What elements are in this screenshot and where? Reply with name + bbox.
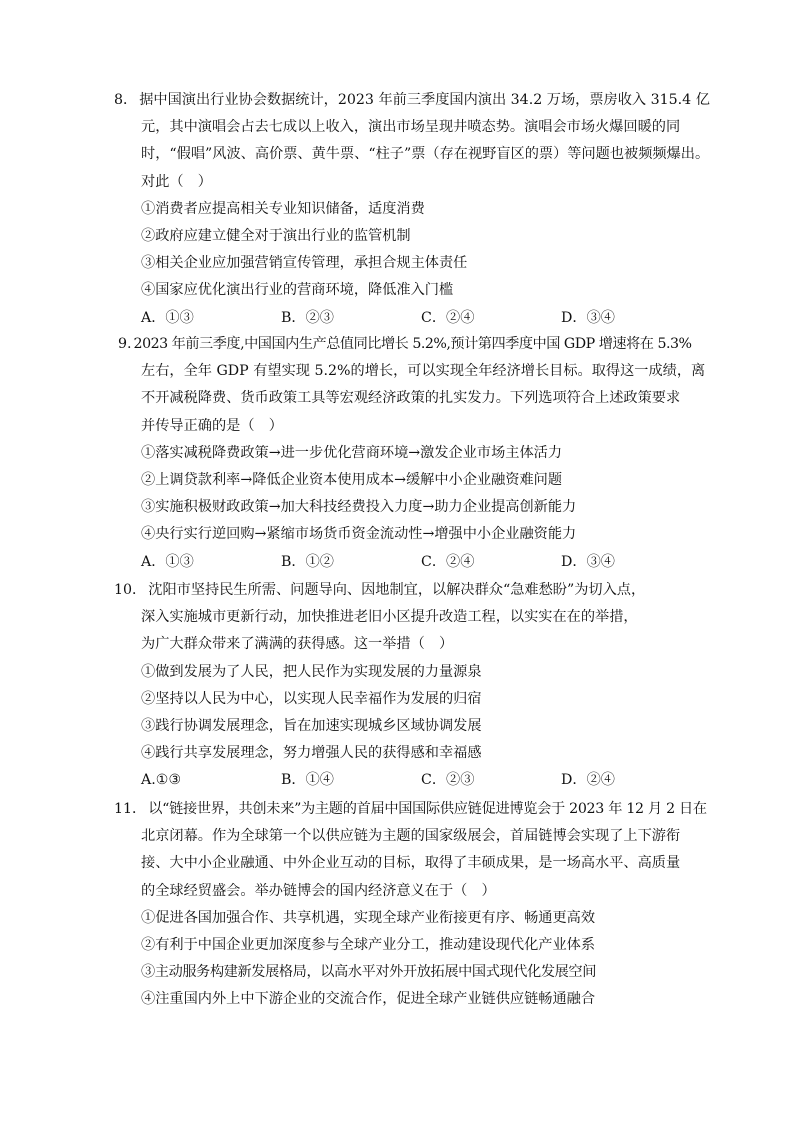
choice-a[interactable]: A．①③ bbox=[141, 553, 194, 570]
stem-line: 接、大中小企业融通、中外企业互动的目标，取得了丰硕成果，是一场高水平、高质量 bbox=[141, 855, 681, 872]
stem-line: 的全球经贸盛会。举办链博会的国内经济意义在于（ ） bbox=[141, 882, 496, 899]
choice-b[interactable]: B．①④ bbox=[281, 772, 334, 789]
option-1: ①消费者应提高相关专业知识储备，适度消费 bbox=[141, 200, 425, 217]
stem-line: 沈阳市坚持民生所需、问题导向、因地制宜，以解决群众“急难愁盼”为切入点， bbox=[148, 582, 646, 598]
choice-d[interactable]: D．②④ bbox=[561, 772, 615, 789]
choice-b[interactable]: B．①② bbox=[281, 553, 334, 570]
stem-continuation bbox=[141, 823, 694, 905]
stem-continuation bbox=[141, 604, 694, 658]
choice-c[interactable]: C．②③ bbox=[421, 772, 475, 789]
question-number: 10． bbox=[114, 582, 147, 598]
question-9 bbox=[114, 331, 706, 576]
option-1: ①做到发展为了人民，把人民作为实现发展的力量源泉 bbox=[141, 663, 482, 680]
choice-a[interactable]: A．①③ bbox=[141, 309, 194, 326]
stem-line: 对此（ ） bbox=[141, 173, 212, 190]
choice-c[interactable]: C．②④ bbox=[421, 553, 475, 570]
option-3: ③主动服务构建新发展格局，以高水平对外开放拓展中国式现代化发展空间 bbox=[141, 964, 596, 981]
stem-line: 不开减税降费、货币政策工具等宏观经济政策的扎实发力。下列选项符合上述政策要求 bbox=[141, 390, 681, 407]
option-4: ④践行共享发展理念，努力增强人民的获得感和幸福感 bbox=[141, 745, 482, 762]
question-8 bbox=[114, 87, 710, 332]
question-stem bbox=[134, 331, 694, 358]
stem-line: 北京闭幕。作为全球第一个以供应链为主题的国家级展会，首届链博会实现了上下游衔 bbox=[141, 828, 681, 845]
stem-continuation bbox=[141, 114, 710, 196]
option-3: ③实施积极财政政策→加大科技经费投入力度→助力企业提高创新能力 bbox=[141, 499, 577, 516]
choice-d[interactable]: D．③④ bbox=[561, 553, 615, 570]
option-4: ④国家应优化演出行业的营商环境，降低准入门槛 bbox=[141, 282, 454, 299]
option-3: ③相关企业应加强营销宣传管理，承担合规主体责任 bbox=[141, 255, 468, 272]
question-number: 9. bbox=[118, 336, 132, 352]
stem-line: 以“链接世界，共创未来”为主题的首届中国国际供应链促进博览会于 2023 年 12 月 2 日在 bbox=[148, 801, 707, 817]
answer-choices bbox=[141, 549, 694, 576]
stem-line: 并传导正确的是（ ） bbox=[141, 417, 283, 434]
stem-line: 2023 年前三季度,中国国内生产总值同比增长 5.2%,预计第四季度中国 GDP 增速将在 5.3% bbox=[133, 336, 692, 352]
answer-choices bbox=[141, 305, 694, 332]
option-3: ③践行协调发展理念，旨在加速实现城乡区域协调发展 bbox=[141, 718, 482, 735]
stem-line: 元，其中演唱会占去七成以上收入，演出市场呈现井喷态势。演唱会市场火爆回暖的同 bbox=[141, 119, 681, 136]
stem-line: 据中国演出行业协会数据统计，2023 年前三季度国内演出 34.2 万场，票房收入 315.4 亿 bbox=[139, 92, 710, 108]
question-10 bbox=[114, 577, 694, 795]
question-stem bbox=[139, 87, 710, 114]
question-11 bbox=[114, 796, 707, 1014]
question-stem bbox=[148, 796, 707, 823]
stem-line: 时，“假唱”风波、高价票、黄牛票、“柱子”票（存在视野盲区的票）等问题也被频频爆出。 bbox=[141, 146, 710, 163]
option-4: ④央行实行逆回购→紧缩市场货币资金流动性→增强中小企业融资能力 bbox=[141, 526, 577, 543]
choice-b[interactable]: B．②③ bbox=[281, 309, 334, 326]
question-number: 11． bbox=[114, 801, 147, 817]
answer-choices bbox=[141, 767, 694, 794]
stem-continuation bbox=[141, 358, 706, 440]
stem-line: 左右，全年 GDP 有望实现 5.2%的增长，可以实现全年经济增长目标。取得这一成绩，离 bbox=[141, 363, 706, 380]
choice-a[interactable]: A.①③ bbox=[141, 772, 182, 789]
option-2: ②政府应建立健全对于演出行业的监管机制 bbox=[141, 228, 411, 245]
question-number: 8． bbox=[114, 92, 138, 108]
stem-line: 为广大群众带来了满满的获得感。这一举措（ ） bbox=[141, 636, 454, 653]
choice-c[interactable]: C．②④ bbox=[421, 309, 475, 326]
option-2: ②坚持以人民为中心，以实现人民幸福作为发展的归宿 bbox=[141, 690, 482, 707]
question-stem bbox=[148, 577, 694, 604]
choice-d[interactable]: D．③④ bbox=[561, 309, 615, 326]
option-2: ②有利于中国企业更加深度参与全球产业分工，推动建设现代化产业体系 bbox=[141, 937, 596, 954]
stem-line: 深入实施城市更新行动，加快推进老旧小区提升改造工程，以实实在在的举措， bbox=[141, 609, 638, 626]
option-1: ①促进各国加强合作、共享机遇，实现全球产业衔接更有序、畅通更高效 bbox=[141, 909, 596, 926]
option-1: ①落实减税降费政策→进一步优化营商环境→激发企业市场主体活力 bbox=[141, 444, 563, 461]
option-4: ④注重国内外上中下游企业的交流合作，促进全球产业链供应链畅通融合 bbox=[141, 991, 596, 1008]
option-2: ②上调贷款利率→降低企业资本使用成本→缓解中小企业融资难问题 bbox=[141, 472, 563, 489]
